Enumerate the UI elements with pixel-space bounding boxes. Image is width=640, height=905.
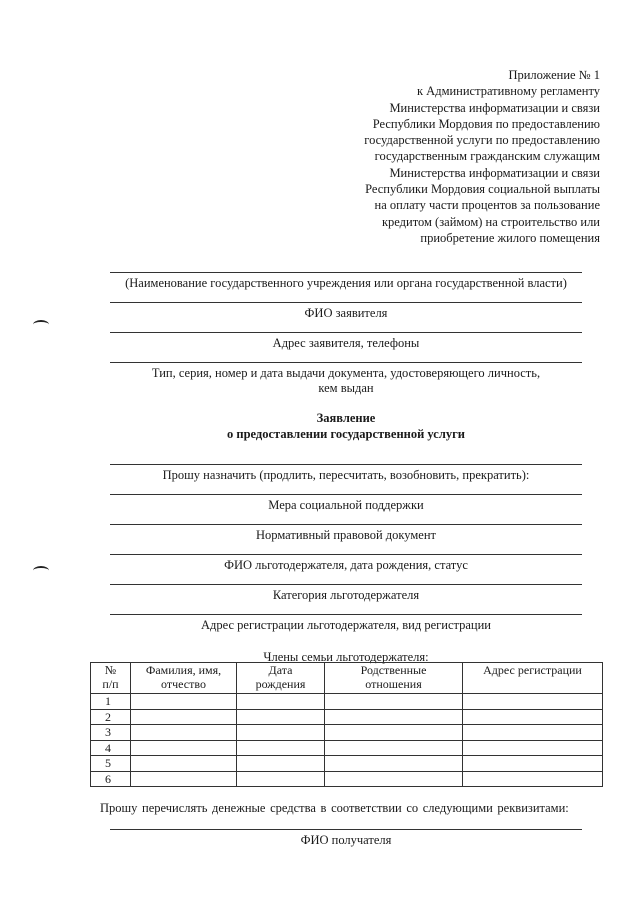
relationship-cell[interactable] <box>325 756 463 772</box>
relationship-cell[interactable] <box>325 725 463 741</box>
birth-date-cell[interactable] <box>237 725 325 741</box>
birth-date-cell[interactable] <box>237 740 325 756</box>
col-full-name: Фамилия, имя, отчество <box>131 663 237 694</box>
payment-instruction: Прошу перечислять денежные средства в соответствии со следующими реквизитами: <box>100 801 569 815</box>
annex-line: на оплату части процентов за пользование <box>374 198 600 213</box>
applicant-address-label: Адрес заявителя, телефоны <box>272 336 420 350</box>
birth-date-cell[interactable] <box>237 709 325 725</box>
address-cell[interactable] <box>463 694 603 710</box>
applicant-address-field[interactable] <box>110 332 582 351</box>
annex-header <box>364 67 600 246</box>
request-field[interactable] <box>110 464 582 483</box>
id-document-field[interactable] <box>110 362 582 396</box>
annex-line: Республики Мордовия социальной выплаты <box>365 182 600 197</box>
relationship-cell[interactable] <box>325 740 463 756</box>
margin-mark <box>33 320 49 329</box>
col-number: № п/п <box>91 663 131 694</box>
beneficiary-field[interactable] <box>110 554 582 573</box>
document-title <box>110 410 582 442</box>
margin-mark <box>33 566 49 575</box>
row-number: 5 <box>91 756 131 772</box>
annex-line: к Административному регламенту <box>416 84 600 99</box>
title-line: о предоставлении государственной услуги <box>227 427 465 441</box>
support-measure-label: Мера социальной поддержки <box>268 498 424 512</box>
beneficiary-label: ФИО льготодержателя, дата рождения, статус <box>224 558 468 572</box>
annex-line: Министерства информатизации и связи <box>389 165 600 180</box>
category-field[interactable] <box>110 584 582 603</box>
table-row <box>91 771 603 787</box>
annex-line: Приложение № 1 <box>508 68 600 82</box>
applicant-name-label: ФИО заявителя <box>304 306 388 320</box>
address-cell[interactable] <box>463 740 603 756</box>
table-row <box>91 694 603 710</box>
row-number: 3 <box>91 725 131 741</box>
birth-date-cell[interactable] <box>237 756 325 772</box>
row-number: 4 <box>91 740 131 756</box>
row-number: 1 <box>91 694 131 710</box>
legal-document-label: Нормативный правовой документ <box>256 528 436 542</box>
institution-field[interactable] <box>110 272 582 291</box>
annex-line: государственным гражданским служащим <box>374 149 600 164</box>
birth-date-cell[interactable] <box>237 694 325 710</box>
category-label: Категория льготодержателя <box>272 588 420 602</box>
birth-date-cell[interactable] <box>237 771 325 787</box>
table-row <box>91 756 603 772</box>
table-row <box>91 725 603 741</box>
row-number: 6 <box>91 771 131 787</box>
relationship-cell[interactable] <box>325 771 463 787</box>
registration-field[interactable] <box>110 614 582 633</box>
address-cell[interactable] <box>463 725 603 741</box>
table-row <box>91 740 603 756</box>
col-relationship: Родственные отношения <box>325 663 463 694</box>
family-table <box>90 662 603 787</box>
support-measure-field[interactable] <box>110 494 582 513</box>
recipient-label: ФИО получателя <box>300 833 392 847</box>
annex-line: приобретение жилого помещения <box>420 230 600 245</box>
col-address: Адрес регистрации <box>463 663 603 694</box>
title-line: Заявление <box>316 411 376 425</box>
name-cell[interactable] <box>131 771 237 787</box>
relationship-cell[interactable] <box>325 694 463 710</box>
family-table-header <box>91 663 603 694</box>
id-document-label: Тип, серия, номер и дата выдачи документа, удостоверяющего личность, <box>151 366 541 380</box>
col-birth-date: Дата рождения <box>237 663 325 694</box>
name-cell[interactable] <box>131 740 237 756</box>
table-row <box>91 709 603 725</box>
address-cell[interactable] <box>463 771 603 787</box>
applicant-name-field[interactable] <box>110 302 582 321</box>
address-cell[interactable] <box>463 756 603 772</box>
legal-document-field[interactable] <box>110 524 582 543</box>
annex-line: государственной услуги по предоставлению <box>364 133 600 148</box>
annex-line: Республики Мордовия по предоставлению <box>372 116 600 131</box>
institution-label: (Наименование государственного учреждения или органа государственной власти) <box>125 276 567 290</box>
registration-label: Адрес регистрации льготодержателя, вид регистрации <box>201 618 491 632</box>
id-document-label: кем выдан <box>318 381 374 395</box>
row-number: 2 <box>91 709 131 725</box>
name-cell[interactable] <box>131 756 237 772</box>
name-cell[interactable] <box>131 694 237 710</box>
name-cell[interactable] <box>131 725 237 741</box>
name-cell[interactable] <box>131 709 237 725</box>
annex-line: Министерства информатизации и связи <box>389 100 600 115</box>
family-title: Члены семьи льготодержателя: <box>263 650 429 664</box>
relationship-cell[interactable] <box>325 709 463 725</box>
annex-line: кредитом (займом) на строительство или <box>381 214 600 229</box>
recipient-field[interactable] <box>110 829 582 848</box>
request-label: Прошу назначить (продлить, пересчитать, возобновить, прекратить): <box>162 468 530 482</box>
address-cell[interactable] <box>463 709 603 725</box>
